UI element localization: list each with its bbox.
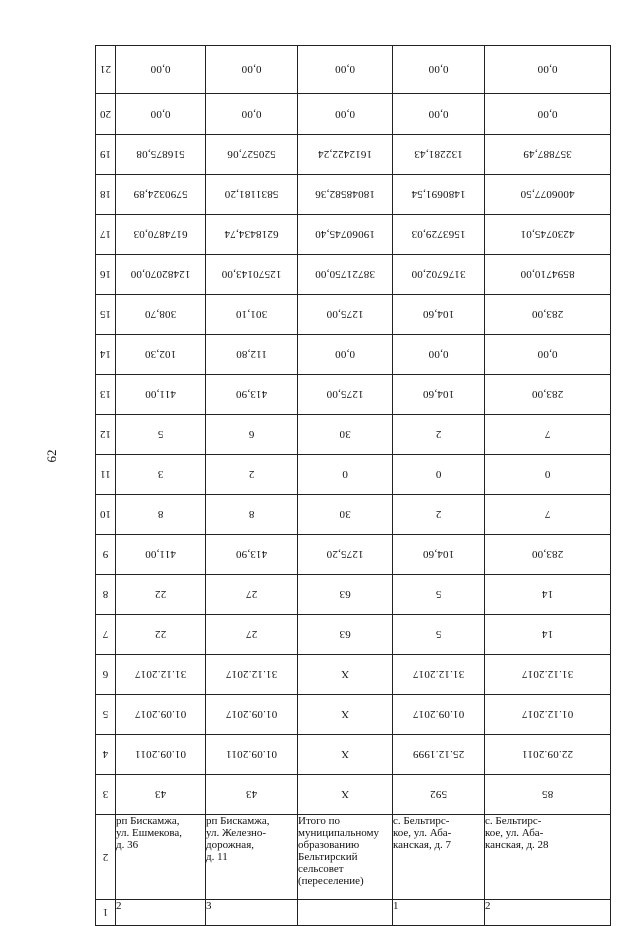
table-cell <box>393 735 485 775</box>
label-header <box>96 815 116 900</box>
object-address <box>206 815 298 900</box>
cell-value: 0 <box>342 468 348 481</box>
table-cell <box>485 375 611 415</box>
table-cell <box>393 46 485 94</box>
cell-value: 0,00 <box>428 108 449 120</box>
cell-value: 112,80 <box>235 348 268 361</box>
column-header-label: 17 <box>100 228 111 241</box>
column-header-label: 6 <box>102 668 109 681</box>
column-header <box>96 255 116 295</box>
cell-value: 01.09.2017 <box>412 708 465 721</box>
table-cell <box>116 615 206 655</box>
cell-value: 104,60 <box>422 388 455 401</box>
table-cell <box>298 495 393 535</box>
table-cell <box>485 495 611 535</box>
column-header-label: 7 <box>102 628 109 641</box>
cell-value: 0,00 <box>537 63 558 76</box>
row-index-text: 2 <box>485 900 491 912</box>
table-cell <box>393 455 485 495</box>
column-header <box>96 415 116 455</box>
row-index <box>393 900 485 926</box>
cell-value: X <box>340 748 350 761</box>
table-cell <box>393 135 485 175</box>
cell-value: 283,00 <box>531 308 564 321</box>
cell-value: 01.09.2017 <box>134 708 187 721</box>
cell-value: 01.12.2017 <box>521 708 574 721</box>
table-cell <box>206 535 298 575</box>
cell-value: 14 <box>541 628 554 641</box>
cell-value: 411,00 <box>144 548 177 561</box>
object-address-text: с. Бельтирс- кое, ул. Аба- канская, д. 28 <box>485 815 549 851</box>
column-header-label: 19 <box>100 148 111 161</box>
cell-value: 2 <box>435 428 442 441</box>
cell-value: 5831181,20 <box>224 188 279 201</box>
index-header-text: 1 <box>102 906 109 919</box>
column-header-label: 16 <box>100 268 111 281</box>
cell-value: 102,30 <box>144 348 177 361</box>
cell-value: 0 <box>544 468 551 481</box>
cell-value: 8594710,00 <box>520 268 575 281</box>
cell-value: 2 <box>435 508 442 521</box>
column-header-label: 8 <box>102 588 109 601</box>
cell-value: 0,00 <box>334 348 356 361</box>
cell-value: 8 <box>248 508 255 521</box>
table-row <box>96 735 611 775</box>
object-address <box>116 815 206 900</box>
column-header <box>96 375 116 415</box>
table-row <box>96 375 611 415</box>
table-cell <box>298 655 393 695</box>
column-header-label: 20 <box>100 108 111 120</box>
cell-value: 30 <box>339 508 351 521</box>
column-header <box>96 695 116 735</box>
cell-value: 12482070,00 <box>130 268 191 281</box>
table-row <box>96 295 611 335</box>
cell-value: 30 <box>339 428 351 441</box>
table-cell <box>485 775 611 815</box>
column-header-label: 5 <box>102 708 109 721</box>
cell-value: 43 <box>154 788 167 801</box>
object-address <box>298 815 393 900</box>
column-header-label: 21 <box>100 63 111 76</box>
cell-value: 3 <box>157 468 164 481</box>
cell-value: 1275,00 <box>326 388 364 401</box>
cell-value: 31.12.2017 <box>521 668 574 681</box>
object-address-text: рп Бискамжа, ул. Ешмекова, д. 36 <box>116 815 183 851</box>
table-cell <box>393 415 485 455</box>
table-cell <box>298 735 393 775</box>
cell-value: 1480691,54 <box>411 188 466 201</box>
table-cell <box>298 615 393 655</box>
cell-value: 18048582,36 <box>315 188 375 201</box>
table-row <box>96 575 611 615</box>
column-header-label: 13 <box>100 388 111 401</box>
table-cell <box>206 455 298 495</box>
table-cell <box>393 775 485 815</box>
table-row <box>96 135 611 175</box>
column-header <box>96 295 116 335</box>
table-row <box>96 495 611 535</box>
table-cell <box>206 775 298 815</box>
cell-value: 4230745,01 <box>520 228 575 241</box>
cell-value: 7 <box>544 428 551 441</box>
cell-value: 0,00 <box>428 63 449 76</box>
table-cell <box>393 255 485 295</box>
page-number: 62 <box>44 449 59 463</box>
cell-value: 520527,06 <box>227 148 276 161</box>
cell-value: 0,00 <box>334 63 356 76</box>
label-header-text: 2 <box>102 851 109 863</box>
table-cell <box>116 335 206 375</box>
cell-value: 38721750,00 <box>315 268 375 281</box>
table-cell <box>116 695 206 735</box>
object-address-text: с. Бельтирс- кое, ул. Аба- канская, д. 7 <box>393 815 452 851</box>
table-cell <box>116 775 206 815</box>
cell-value: 5790324,89 <box>133 188 188 201</box>
column-header <box>96 46 116 94</box>
table-cell <box>206 215 298 255</box>
table-cell <box>116 94 206 135</box>
table-cell <box>393 335 485 375</box>
table-row <box>96 535 611 575</box>
cell-value: 283,00 <box>531 548 564 561</box>
cell-value: 27 <box>245 588 258 601</box>
cell-value: 01.09.2011 <box>225 748 278 761</box>
table-cell <box>485 295 611 335</box>
cell-value: 63 <box>339 628 351 641</box>
table-cell <box>485 655 611 695</box>
table-row <box>96 615 611 655</box>
table-cell <box>206 415 298 455</box>
cell-value: 0,00 <box>241 63 262 76</box>
table-cell <box>206 695 298 735</box>
table-cell <box>116 295 206 335</box>
cell-value: 31.12.2017 <box>134 668 187 681</box>
table-cell <box>116 375 206 415</box>
cell-value: 7 <box>544 508 551 521</box>
cell-value: 0,00 <box>428 348 449 361</box>
table-cell <box>298 255 393 295</box>
cell-value: 0,00 <box>537 108 558 120</box>
column-header <box>96 575 116 615</box>
column-header <box>96 455 116 495</box>
cell-value: 27 <box>245 628 258 641</box>
table-cell <box>116 46 206 94</box>
cell-value: 0,00 <box>334 108 356 120</box>
cell-value: 63 <box>339 588 351 601</box>
table-cell <box>298 695 393 735</box>
table-cell <box>393 535 485 575</box>
row-index <box>485 900 611 926</box>
table-cell <box>206 135 298 175</box>
table-cell <box>298 335 393 375</box>
cell-value: 413,90 <box>235 548 268 561</box>
cell-value: 0,00 <box>150 108 171 120</box>
column-header <box>96 615 116 655</box>
object-address-text: Итого по муниципальному образованию Бельтирский сельсовет (переселение) <box>298 815 380 887</box>
table-cell <box>206 335 298 375</box>
table-cell <box>485 695 611 735</box>
table-cell <box>485 46 611 94</box>
table-cell <box>116 255 206 295</box>
table-cell <box>393 175 485 215</box>
table-row <box>96 215 611 255</box>
cell-value: 31.12.2017 <box>412 668 465 681</box>
index-header <box>96 900 116 926</box>
column-header <box>96 94 116 135</box>
cell-value: 14 <box>541 588 554 601</box>
table-cell <box>116 415 206 455</box>
cell-value: 22.09.2011 <box>521 748 574 761</box>
column-header-label: 12 <box>100 428 111 441</box>
row-index-text: 2 <box>116 900 122 912</box>
table-cell <box>298 535 393 575</box>
table-cell <box>298 215 393 255</box>
object-address <box>485 815 611 900</box>
table-cell <box>485 135 611 175</box>
cell-value: 1612422,24 <box>317 148 373 161</box>
table-cell <box>393 695 485 735</box>
table-cell <box>116 495 206 535</box>
row-index-text: 3 <box>206 900 212 912</box>
cell-value: 22 <box>154 588 167 601</box>
cell-value: 411,00 <box>144 388 177 401</box>
cell-value: 5 <box>157 428 164 441</box>
cell-value: 2 <box>248 468 255 481</box>
cell-value: 85 <box>541 788 554 801</box>
table-cell <box>206 375 298 415</box>
table-cell <box>206 615 298 655</box>
table-cell <box>116 575 206 615</box>
cell-value: 6218434,74 <box>224 228 279 241</box>
cell-value: 01.09.2017 <box>225 708 278 721</box>
cell-value: 516875,08 <box>136 148 185 161</box>
cell-value: 25.12.1999 <box>412 748 465 761</box>
column-header-label: 15 <box>100 308 111 321</box>
table-cell <box>485 535 611 575</box>
label-row <box>96 815 611 900</box>
table-cell <box>116 735 206 775</box>
column-header <box>96 175 116 215</box>
cell-value: 1275,00 <box>326 308 364 321</box>
cell-value: 0 <box>435 468 442 481</box>
cell-value: 22 <box>154 628 167 641</box>
cell-value: X <box>340 668 350 681</box>
cell-value: 104,60 <box>422 308 455 321</box>
object-address-text: рп Бискамжа, ул. Железно- дорожная, д. 11 <box>206 815 270 863</box>
data-table <box>95 45 611 926</box>
row-index-text: 1 <box>393 900 399 912</box>
cell-value: 0,00 <box>537 348 558 361</box>
column-header-label: 4 <box>102 748 109 761</box>
column-header-label: 14 <box>100 348 111 361</box>
cell-value: 5 <box>435 628 442 641</box>
table-cell <box>393 375 485 415</box>
table-row <box>96 46 611 94</box>
cell-value: 308,70 <box>144 308 177 321</box>
cell-value: X <box>340 788 350 801</box>
table-cell <box>485 575 611 615</box>
table-cell <box>485 415 611 455</box>
table-cell <box>485 215 611 255</box>
column-header <box>96 335 116 375</box>
cell-value: 1275,20 <box>326 548 364 561</box>
table-row <box>96 775 611 815</box>
table-row <box>96 255 611 295</box>
table-cell <box>298 375 393 415</box>
table-cell <box>116 455 206 495</box>
cell-value: 592 <box>429 788 448 801</box>
table-cell <box>116 135 206 175</box>
table-row <box>96 335 611 375</box>
table-cell <box>116 215 206 255</box>
table-cell <box>206 495 298 535</box>
table-cell <box>298 94 393 135</box>
table-row <box>96 175 611 215</box>
table-cell <box>206 94 298 135</box>
cell-value: 19060745,40 <box>315 228 375 241</box>
row-index <box>298 900 393 926</box>
cell-value: 3176702,00 <box>411 268 466 281</box>
table-cell <box>485 255 611 295</box>
cell-value: 413,90 <box>235 388 268 401</box>
table-cell <box>485 455 611 495</box>
cell-value: 0,00 <box>241 108 262 120</box>
index-row <box>96 900 611 926</box>
column-header-label: 18 <box>100 188 111 201</box>
table-cell <box>298 175 393 215</box>
table-cell <box>298 455 393 495</box>
table-row <box>96 455 611 495</box>
table-cell <box>206 575 298 615</box>
table-cell <box>485 175 611 215</box>
column-header <box>96 135 116 175</box>
row-index <box>116 900 206 926</box>
table-cell <box>116 175 206 215</box>
cell-value: 1563729,03 <box>411 228 466 241</box>
table-cell <box>298 295 393 335</box>
column-header <box>96 735 116 775</box>
table-cell <box>116 655 206 695</box>
cell-value: 283,00 <box>531 388 564 401</box>
table-cell <box>393 295 485 335</box>
cell-value: 301,10 <box>235 308 268 321</box>
table-cell <box>485 335 611 375</box>
table-cell <box>393 495 485 535</box>
column-header <box>96 655 116 695</box>
table-cell <box>485 615 611 655</box>
cell-value: 132281,43 <box>414 148 463 161</box>
column-header <box>96 215 116 255</box>
table-cell <box>206 295 298 335</box>
cell-value: 12570143,00 <box>221 268 282 281</box>
table-cell <box>206 655 298 695</box>
table-cell <box>485 735 611 775</box>
cell-value: 104,60 <box>422 548 455 561</box>
column-header-label: 9 <box>102 548 109 561</box>
table-cell <box>206 735 298 775</box>
column-header <box>96 495 116 535</box>
row-index <box>206 900 298 926</box>
cell-value: 8 <box>157 508 164 521</box>
table-cell <box>298 415 393 455</box>
table-row <box>96 94 611 135</box>
table-cell <box>393 615 485 655</box>
column-header-label: 10 <box>100 508 111 521</box>
cell-value: 6174870,03 <box>133 228 188 241</box>
column-header-label: 11 <box>100 468 111 481</box>
table-cell <box>206 255 298 295</box>
table-cell <box>393 215 485 255</box>
table-cell <box>393 575 485 615</box>
column-header-label: 3 <box>102 788 109 801</box>
column-header <box>96 535 116 575</box>
column-header <box>96 775 116 815</box>
cell-value: 0,00 <box>150 63 171 76</box>
table-cell <box>206 46 298 94</box>
cell-value: 357887,49 <box>523 148 572 161</box>
table-row <box>96 655 611 695</box>
table-cell <box>298 575 393 615</box>
cell-value: 01.09.2011 <box>134 748 187 761</box>
object-address <box>393 815 485 900</box>
table-cell <box>116 535 206 575</box>
cell-value: 5 <box>435 588 442 601</box>
cell-value: 43 <box>245 788 258 801</box>
table-cell <box>206 175 298 215</box>
table-cell <box>393 655 485 695</box>
table-cell <box>485 94 611 135</box>
cell-value: 4006077,50 <box>520 188 575 201</box>
table-cell <box>298 135 393 175</box>
cell-value: X <box>340 708 350 721</box>
table-cell <box>298 775 393 815</box>
table-row <box>96 415 611 455</box>
cell-value: 31.12.2017 <box>225 668 278 681</box>
table-row <box>96 695 611 735</box>
cell-value: 6 <box>248 428 255 441</box>
table-cell <box>298 46 393 94</box>
table-cell <box>393 94 485 135</box>
